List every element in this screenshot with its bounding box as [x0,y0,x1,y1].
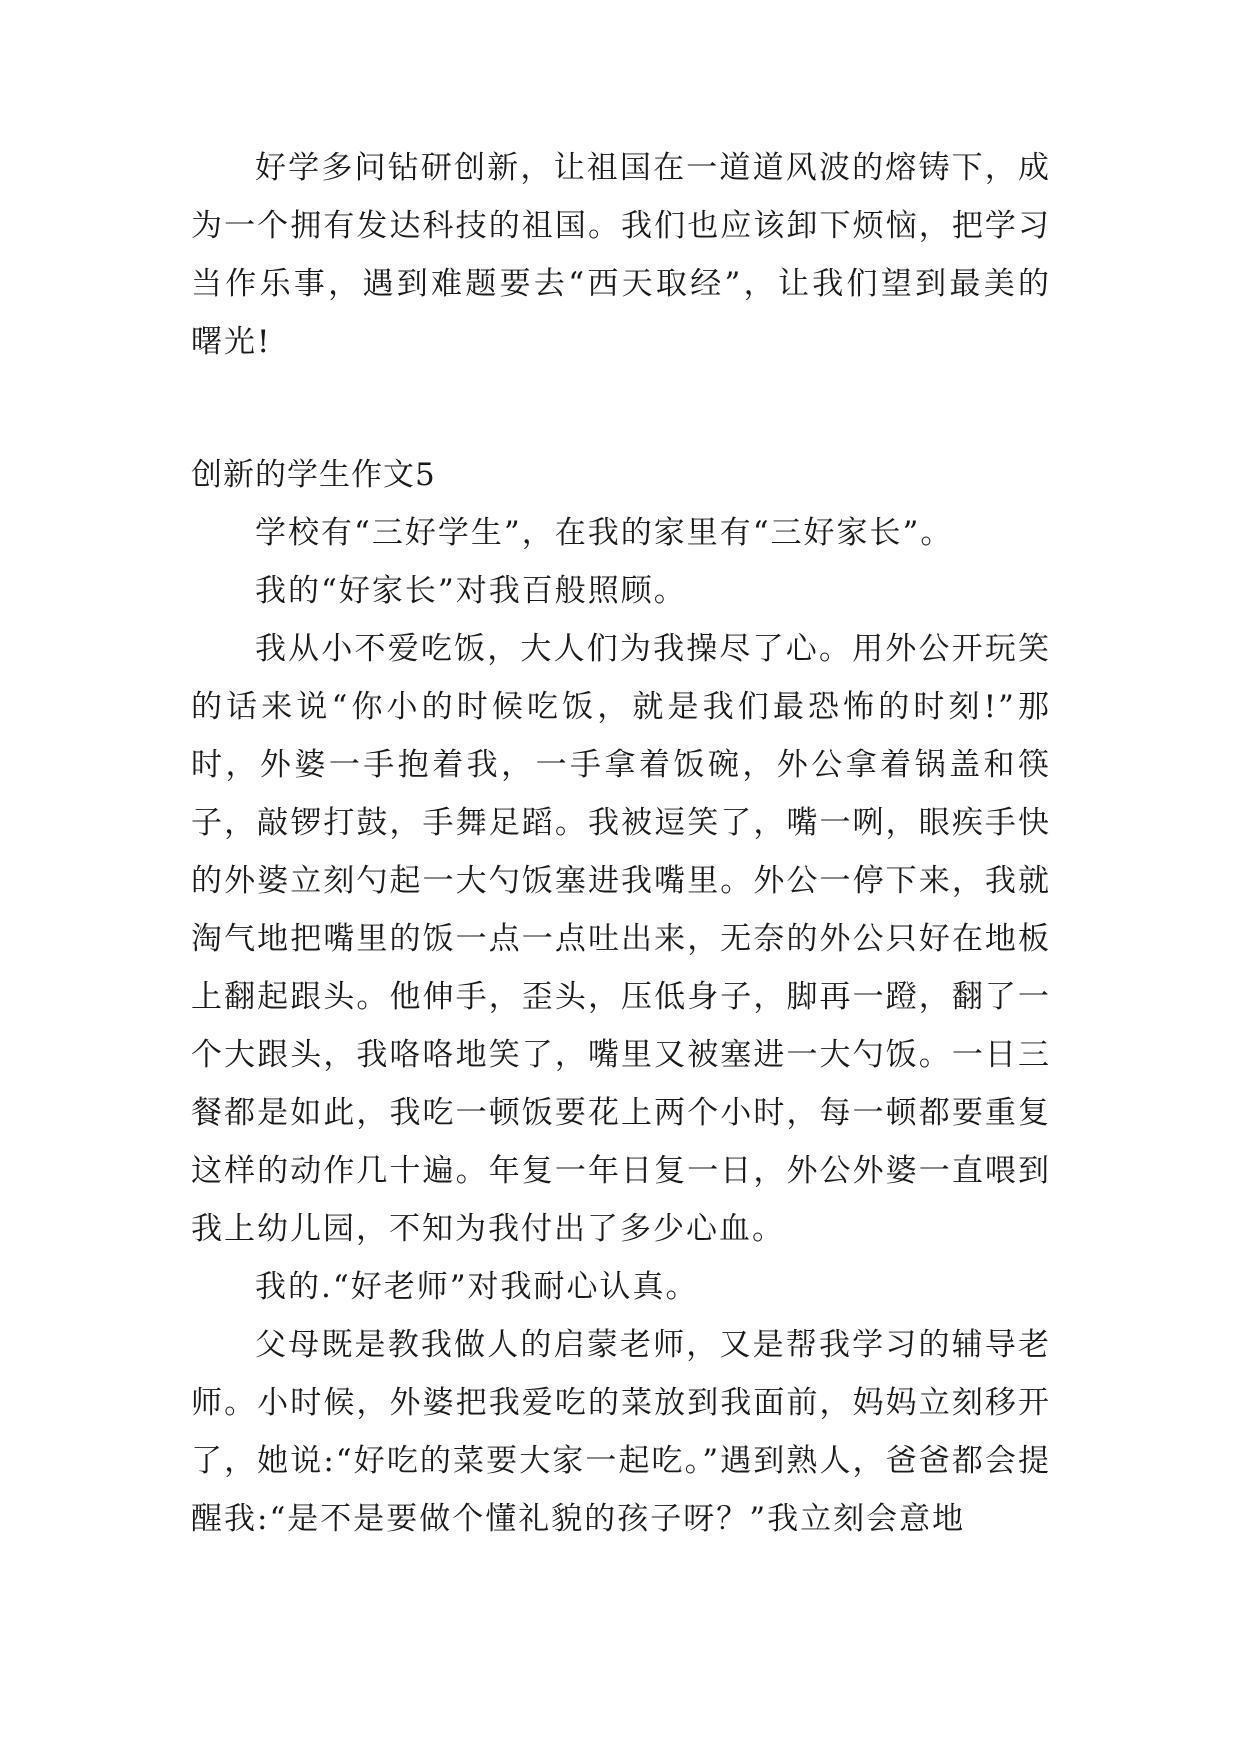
paragraph: 我的.“好老师”对我耐心认真。 [255,1269,699,1305]
intro-paragraph: 好学多问钻研创新，让祖国在一道道风波的熔铸下，成为一个拥有发达科技的祖国。我们也应该卸下烦恼，把学习当作乐事，遇到难题要去“西天取经”，让我们望到最美的曙光! [191,150,1051,360]
paragraph: 学校有“三好学生”，在我的家里有“三好家长”。 [255,515,954,551]
paragraph: 我的“好家长”对我百般照顾。 [255,573,687,609]
intro-block [191,139,1051,371]
essay-body [191,504,1051,1548]
section-title: 创新的学生作文5 [191,457,436,493]
paragraph: 我从小不爱吃饭，大人们为我操尽了心。用外公开玩笑的话来说“你小的时候吃饭，就是我们最恐怖的时刻!”那时，外婆一手抱着我，一手拿着饭碗，外公拿着锅盖和筷子，敲锣打鼓，手舞足蹈。我被逗笑了，嘴一咧，眼疾手快的外婆立刻勺起一大勺饭塞进我嘴里。外公一停下来，我就淘气地把嘴里的饭一点一点吐出来，无奈的外公只好在地板上翻起跟头。他伸手，歪头，压低身子，脚再一蹬，翻了一个大跟头，我咯咯地笑了，嘴里又被塞进一大勺饭。一日三餐都是如此，我吃一顿饭要花上两个小时，每一顿都要重复这样的动作几十遍。年复一年日复一日，外公外婆一直喂到我上幼儿园，不知为我付出了多少心血。 [191,631,1051,1247]
paragraph: 父母既是教我做人的启蒙老师，又是帮我学习的辅导老师。小时候，外婆把我爱吃的菜放到我面前，妈妈立刻移开了，她说:“好吃的菜要大家一起吃。”遇到熟人，爸爸都会提醒我:“是不是要做个懂礼貌的孩子呀？”我立刻会意地 [191,1327,1051,1537]
